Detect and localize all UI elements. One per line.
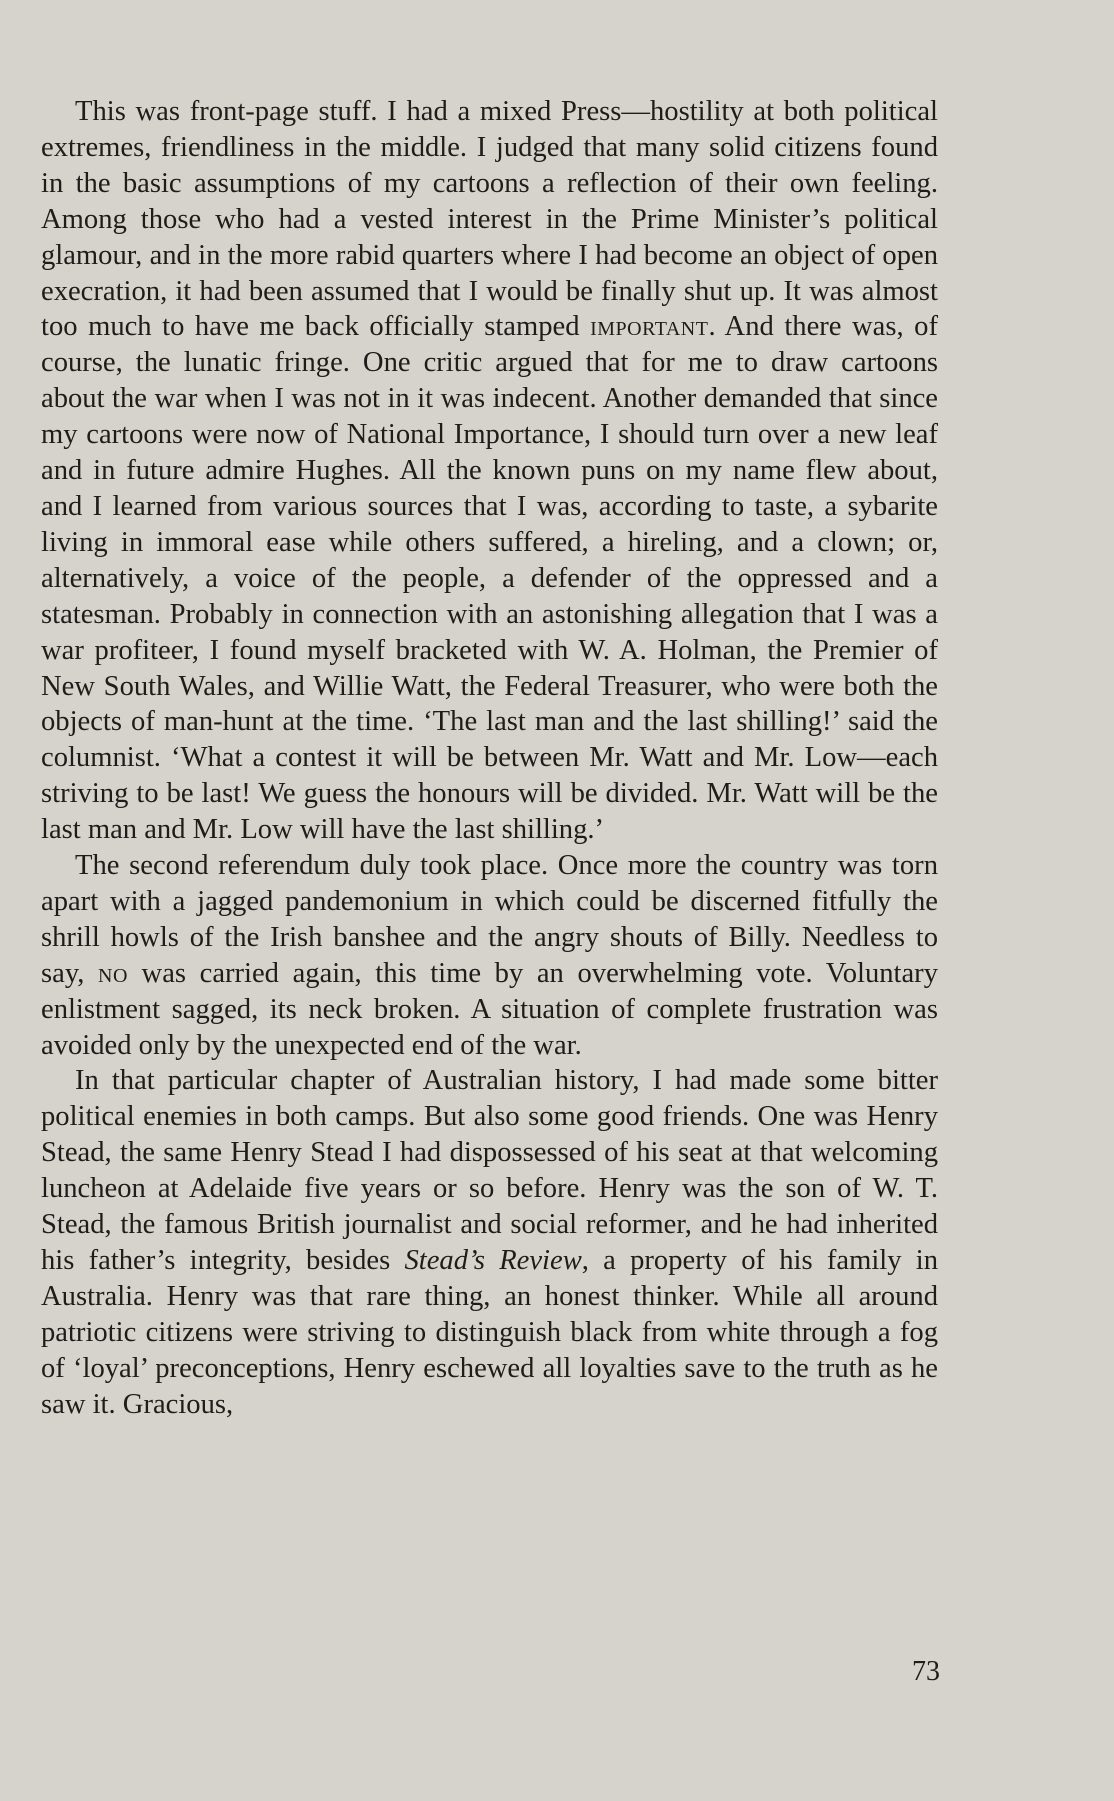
text-run: In that particular chapter of Australian history, I had made some bitter political enemies in both camps. But also some good friends. One was Henry Stead, the same Henry Stead I had dispossessed of his seat at that welcoming luncheon at Adelaide five years or so before. Henry was the son of W. T. Stead, the famous British journalist and social reformer, and he had inherited his father’s integrity, besides: [41, 1065, 938, 1276]
smallcaps-no: no: [98, 957, 128, 989]
text-run: The second referendum duly took place. Once more the country was torn apart with a jagged pandemonium in which could be discerned fitfully the shrill howls of the Irish banshee and the angry shouts of Billy. Needless to say,: [41, 850, 938, 989]
text-run: , a property of his family in Australia. Henry was that rare thing, an honest thinker. While all around patriotic citizens were striving to distinguish black from white through a fog of ‘loyal’ preconceptions, Henry eschewed all loyalties save to the truth as he saw it. Gracious,: [41, 1245, 938, 1420]
paragraph-second-referendum: [41, 848, 938, 1063]
text-run: . And there was, of course, the lunatic fringe. One critic argued that for me to draw cartoons about the war when I was not in it was indecent. Another demanded that since my cartoons were now of National Importance, I should turn over a new leaf and in future admire Hughes. All the known puns on my name flew about, and I learned from various sources that I was, according to taste, a sybarite living in immoral ease while others suffered, a hireling, and a clown; or, alternatively, a voice of the people, a defender of the oppressed and a statesman. Probably in connection with an astonishing allegation that I was a war profiteer, I found myself bracketed with W. A. Holman, the Premier of New South Wales, and Willie Watt, the Federal Treasurer, who were both the objects of man-hunt at the time. ‘The last man and the last shilling!’ said the columnist. ‘What a contest it will be between Mr. Watt and Mr. Low—each striving to be last! We guess the honours will be divided. Mr. Watt will be the last man and Mr. Low will have the last shilling.’: [41, 311, 938, 846]
body-text: [41, 94, 938, 1423]
paragraph-henry-stead: [41, 1063, 938, 1422]
paragraph-press-reaction: [41, 94, 938, 848]
text-run: This was front-page stuff. I had a mixed Press—hostility at both political extremes, friendliness in the middle. I judged that many solid citizens found in the basic assumptions of my cartoons a reflection of their own feeling. Among those who had a vested interest in the Prime Minister’s political glamour, and in the more rabid quarters where I had become an object of open execration, it had been assumed that I would be finally shut up. It was almost too much to have me back officially stamped: [41, 96, 938, 343]
text-run: was carried again, this time by an overwhelming vote. Voluntary enlistment sagged, its neck broken. A situation of complete frustration was avoided only by the unexpected end of the war.: [41, 957, 938, 1061]
italic-steads-review: Stead’s Review: [404, 1245, 582, 1276]
page-number: 73: [912, 1656, 940, 1687]
smallcaps-important: important: [590, 311, 709, 343]
